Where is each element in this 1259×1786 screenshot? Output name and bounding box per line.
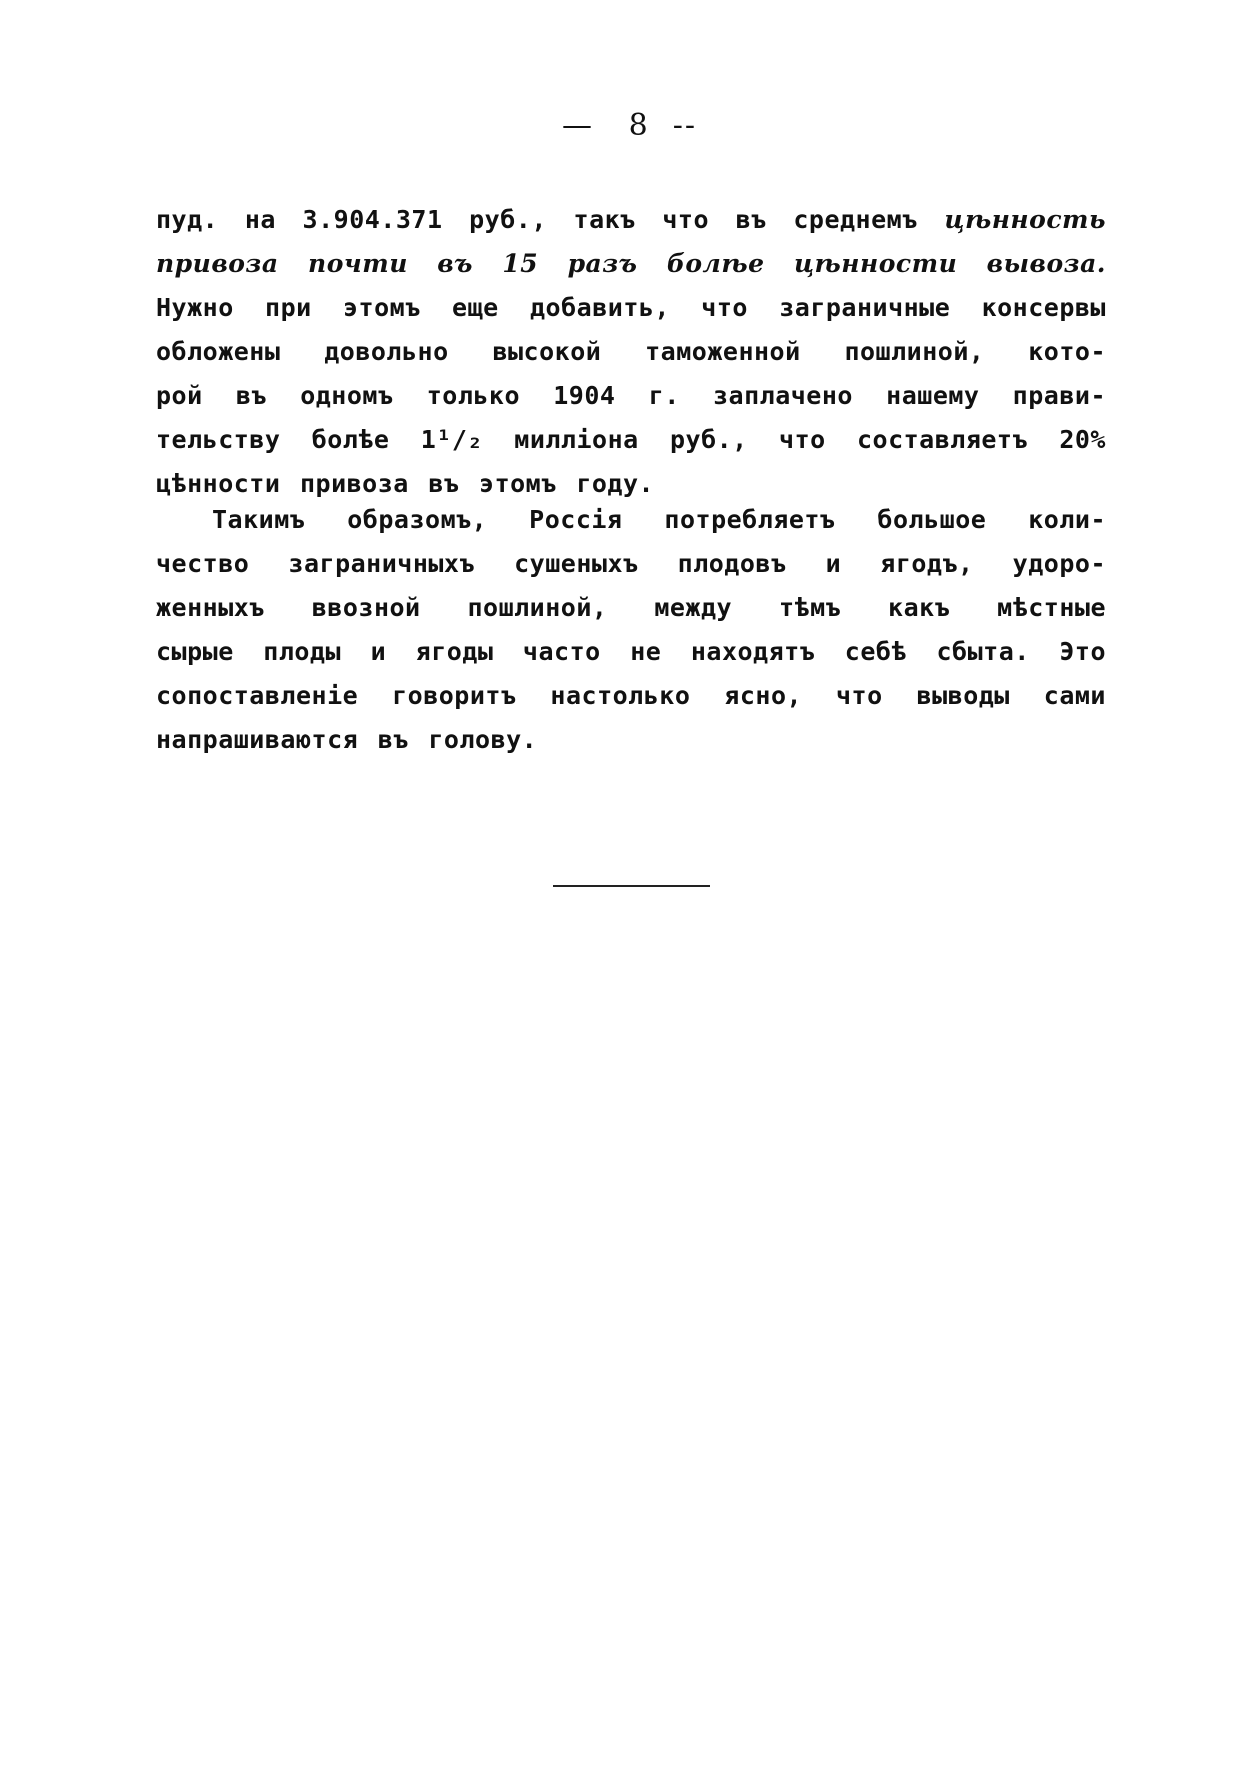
text-line: обложены довольно высокой таможенной пошлиной, кото-: [156, 337, 1106, 366]
text-line: сырые плоды и ягоды часто не находятъ себѣ сбыта. Это: [156, 637, 1106, 666]
text-line: напрашиваются въ голову.: [156, 725, 538, 754]
paragraph-2: [156, 498, 1106, 762]
text-line: сопоставленіе говоритъ настолько ясно, что выводы сами: [156, 681, 1106, 710]
text-line: цѣнности привоза въ этомъ году.: [156, 469, 655, 498]
text-line: тельству болѣе 1¹/₂ милліона руб., что составляетъ 20%: [156, 425, 1106, 454]
text-line: Такимъ образомъ, Россія потребляетъ большое коли-: [212, 505, 1106, 534]
italic-span: цѣнность: [944, 205, 1106, 234]
text-line: Нужно при этомъ еще добавить, что заграничные консервы: [156, 293, 1106, 322]
text-line: рой въ одномъ только 1904 г. заплачено нашему прави-: [156, 381, 1106, 410]
text-line: чество заграничныхъ сушеныхъ плодовъ и ягодъ, удоро-: [156, 549, 1106, 578]
page-number: — 8 --: [561, 108, 698, 143]
text-line: женныхъ ввозной пошлиной, между тѣмъ какъ мѣстные: [156, 593, 1106, 622]
text-span: пуд. на 3.904.371 руб., такъ что въ среднемъ: [156, 205, 945, 234]
paragraph-1: [156, 198, 1106, 506]
italic-line: привоза почти въ 15 разъ болѣе цѣнности вывоза.: [156, 249, 1106, 278]
text-line: [156, 198, 1106, 242]
section-divider: [553, 885, 710, 887]
